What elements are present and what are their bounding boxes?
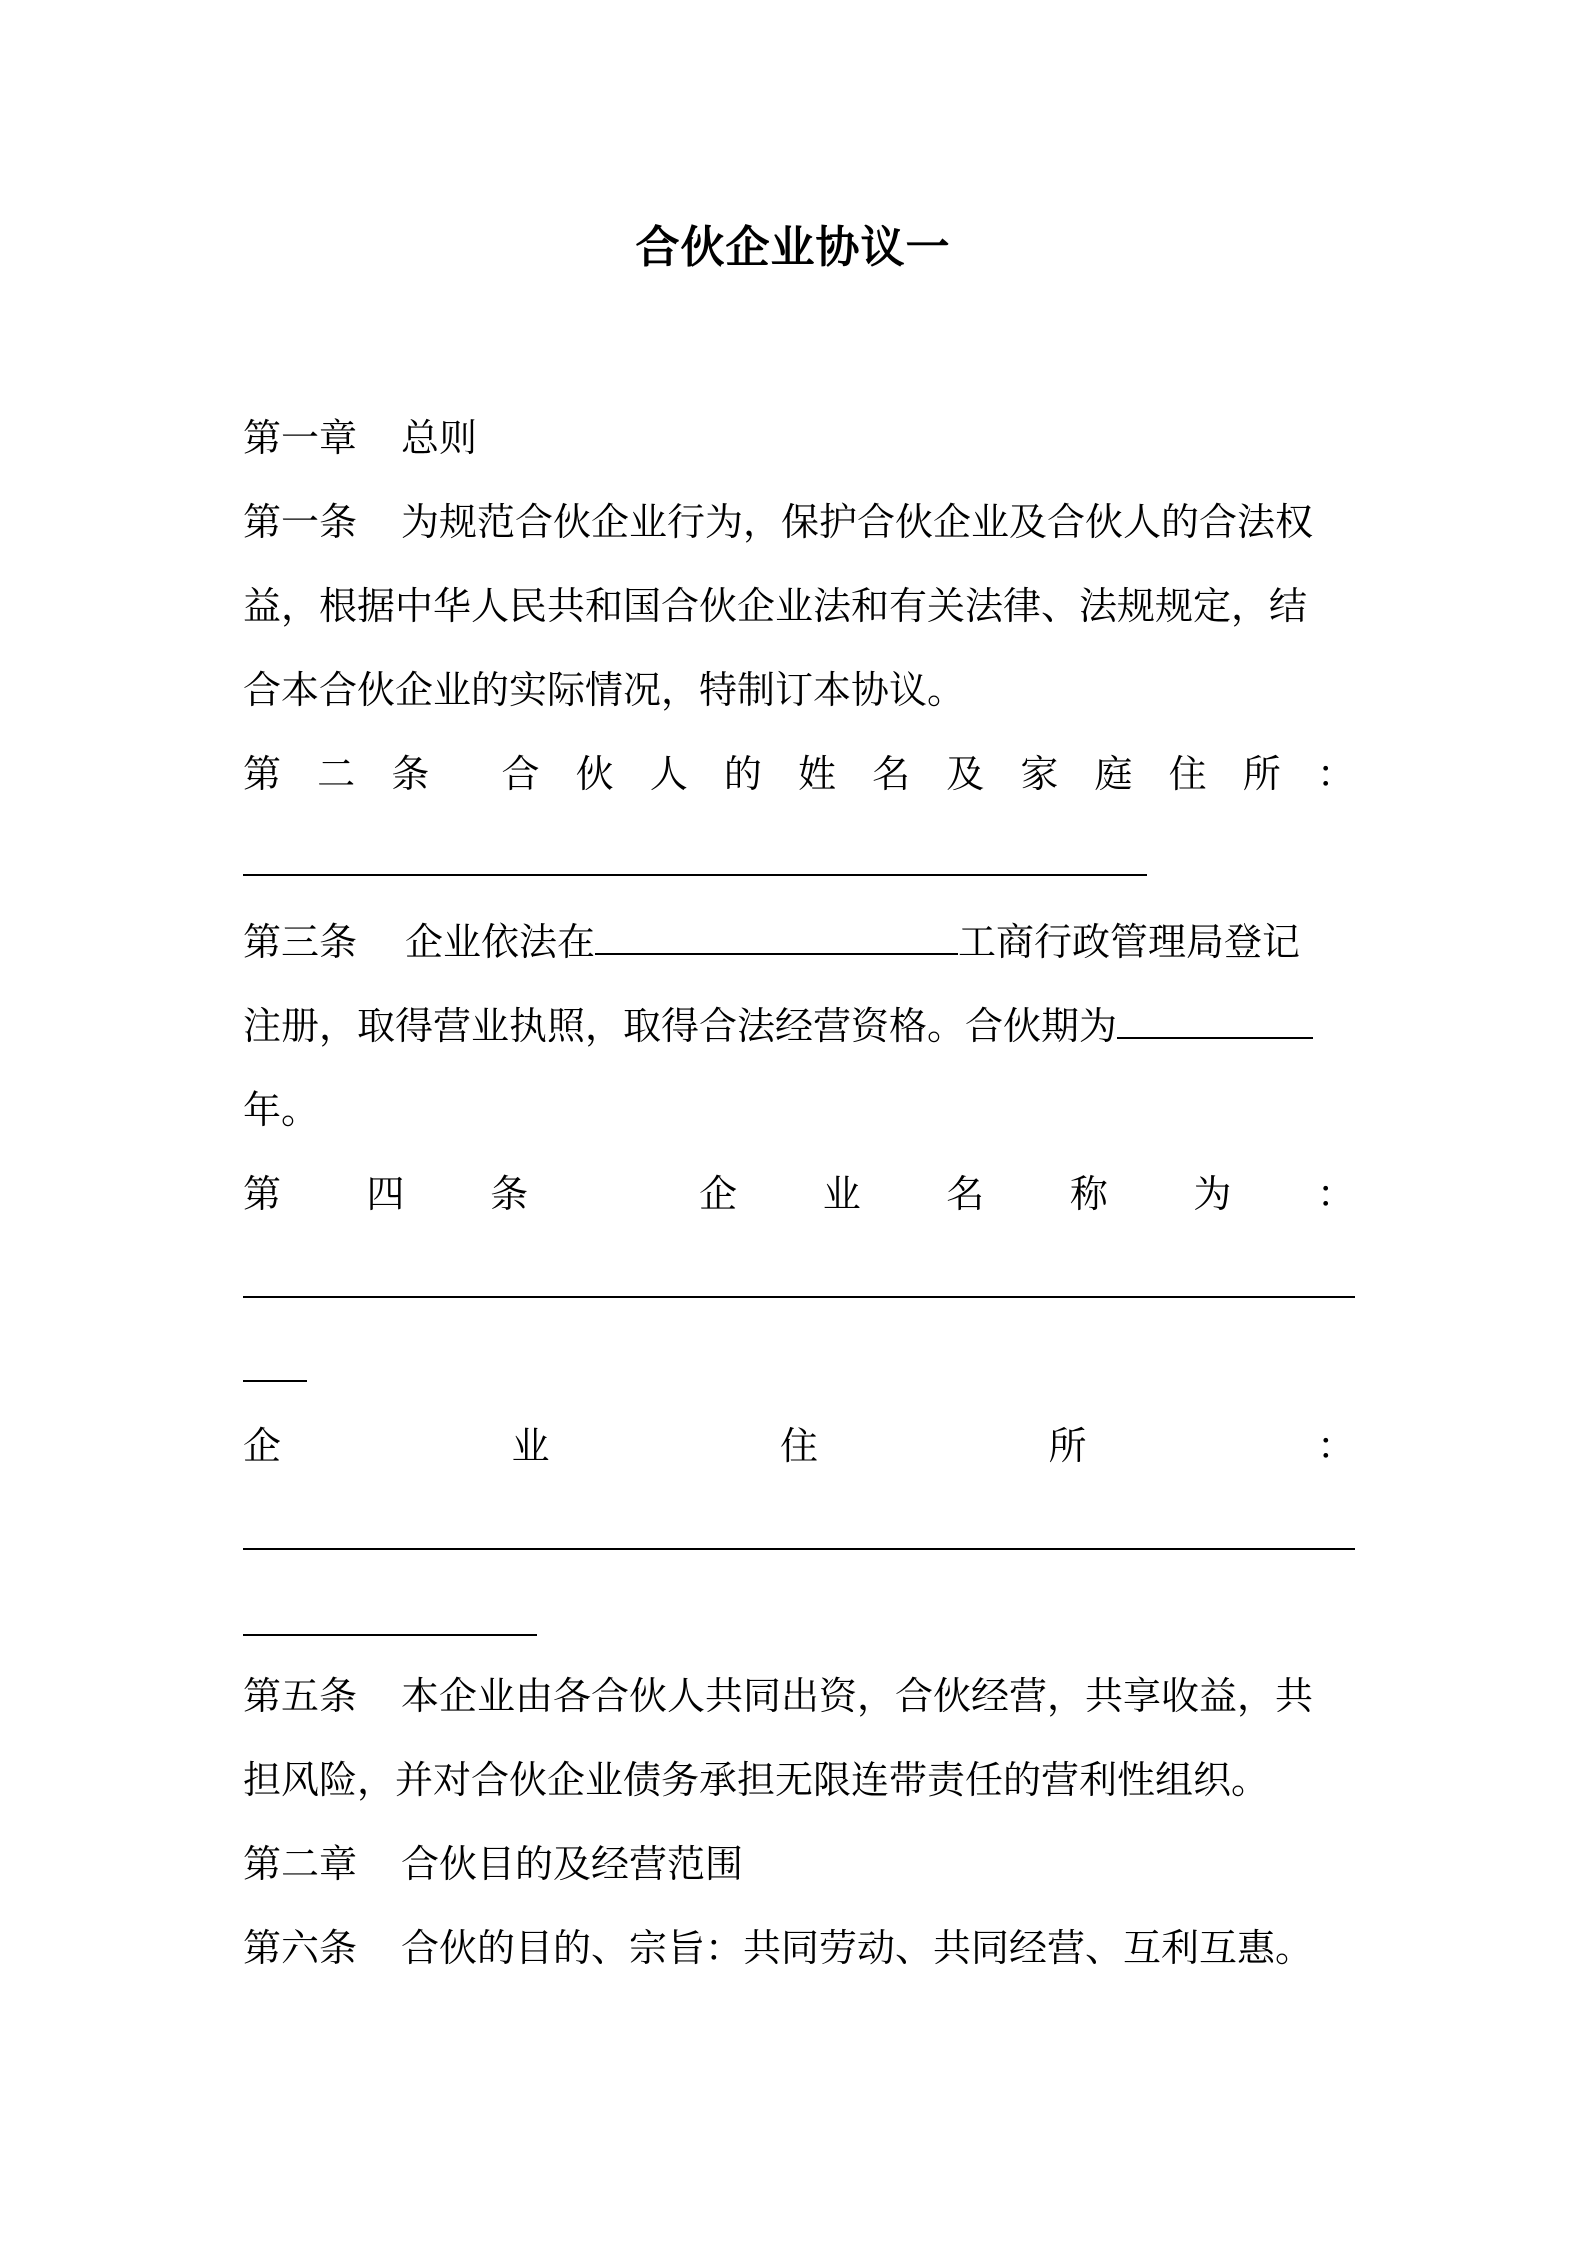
enterprise-name-blank-continued[interactable] [243,1380,307,1382]
enterprise-address-blank[interactable] [243,1548,1355,1550]
enterprise-address-blank-continued[interactable] [243,1634,537,1636]
article-5-line-1 [243,1668,1355,1724]
article-1-text-1: 为规范合伙企业行为，保护合伙企业及合伙人的合法权 [401,500,1314,544]
article-4-char: 名 [946,1172,985,1216]
registration-authority-blank[interactable] [595,915,958,955]
article-3-text-b: 工商行政管理局登记 [958,920,1301,964]
article-5-text-1: 本企业由各合伙人共同出资，合伙经营，共享收益，共 [401,1674,1314,1718]
chapter-1-name: 总则 [401,416,478,460]
article-2-char: 条 [391,752,430,796]
article-3-line-3: 年。 [243,1088,320,1132]
article-6-line [243,1920,1355,1976]
article-6-text: 合伙的目的、宗旨：共同劳动、共同经营、互利互惠。 [401,1926,1314,1970]
article-4-char: 条 [490,1172,529,1216]
article-2-char: 所 [1242,752,1281,796]
article-3-text-2: 注册，取得营业执照，取得合法经营资格。合伙期为 [243,1004,1118,1048]
article-3-line-2 [243,998,1355,1054]
article-2-char: 姓 [797,752,836,796]
partner-names-blank[interactable] [243,874,1147,876]
article-2-line [243,746,1355,802]
article-5-line-2: 担风险，并对合伙企业债务承担无限连带责任的营利性组织。 [243,1758,1270,1802]
article-2-char: 家 [1020,752,1059,796]
document-title: 合伙企业协议一 [635,222,951,273]
article-3-line-1 [243,914,1355,970]
article-2-char: 人 [649,752,688,796]
article-2-char: 伙 [575,752,614,796]
chapter-2-name: 合伙目的及经营范围 [401,1842,744,1886]
chapter-2-heading [243,1836,1355,1892]
enterprise-name-blank[interactable] [243,1296,1355,1298]
article-2-char: 名 [872,752,911,796]
partnership-term-blank[interactable] [1117,999,1313,1039]
enterprise-address-char: 所 [1048,1424,1087,1468]
article-3-text-a: 企业依法在 [405,920,596,964]
article-2-char: 住 [1168,752,1207,796]
article-4-char: 四 [366,1172,405,1216]
article-1-line-3: 合本合伙企业的实际情况，特制订本协议。 [243,668,966,712]
article-4-char: 称 [1069,1172,1108,1216]
article-5-label: 第五条 [243,1674,358,1718]
enterprise-address-char: 企 [243,1424,282,1468]
chapter-1-label: 第一章 [243,416,358,460]
article-4-char: 业 [822,1172,861,1216]
article-4-line [243,1166,1355,1222]
article-1-label: 第一条 [243,500,358,544]
article-4-char: 企 [699,1172,738,1216]
article-1-line-2: 益，根据中华人民共和国合伙企业法和有关法律、法规规定，结 [243,584,1308,628]
article-2-char: ： [1316,752,1355,796]
article-2-char: 庭 [1094,752,1133,796]
article-2-char: 第 [243,752,282,796]
enterprise-address-char: 住 [779,1424,818,1468]
article-2-char: 二 [317,752,356,796]
chapter-2-label: 第二章 [243,1842,358,1886]
article-1-line-1 [243,494,1355,550]
article-6-label: 第六条 [243,1926,358,1970]
article-4-char: 第 [243,1172,282,1216]
article-2-char: 的 [723,752,762,796]
article-4-char: 为 [1193,1172,1232,1216]
article-4-char: ： [1316,1172,1355,1216]
enterprise-address-line [243,1418,1355,1474]
article-3-label: 第三条 [243,920,358,964]
enterprise-address-char: ： [1316,1424,1355,1468]
chapter-1-heading [243,410,1355,466]
enterprise-address-char: 业 [511,1424,550,1468]
article-2-char: 合 [501,752,540,796]
article-2-char: 及 [946,752,985,796]
